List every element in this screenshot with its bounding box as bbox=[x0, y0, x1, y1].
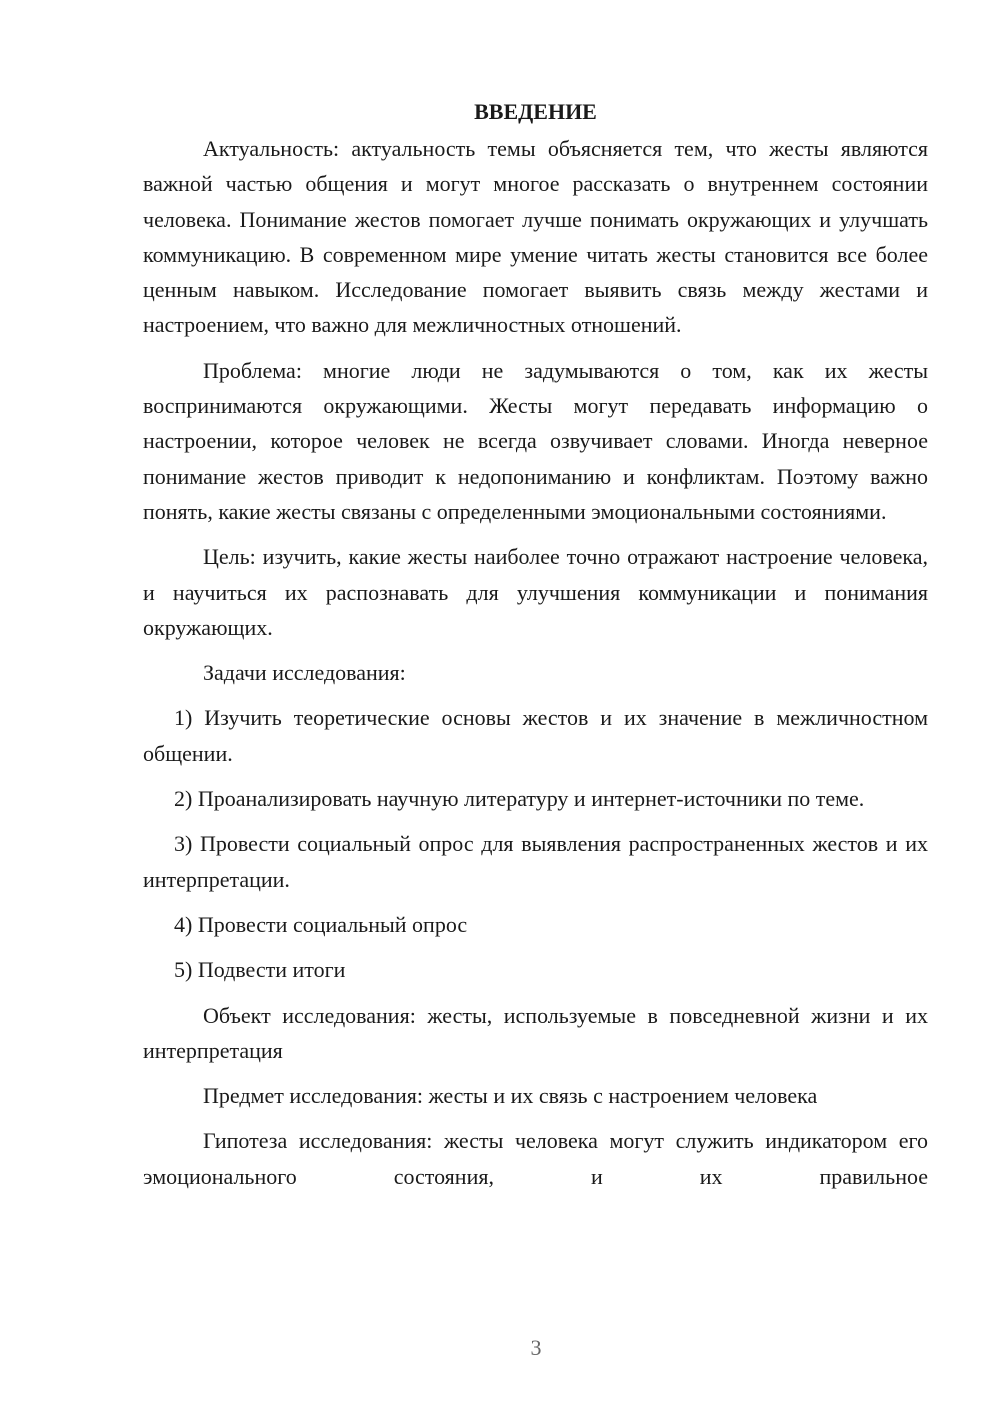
paragraph-subject: Предмет исследования: жесты и их связь с настроением человека bbox=[203, 1083, 818, 1109]
paragraph-problem: Проблема: многие люди не задумываются о том, как их жесты воспринимаются окружающими. Жесты могут передавать информацию о настроении, которое человек не всегда озвучивает словами. Иногда неверное понимание жестов приводит к недопониманию и конфликтам. Поэтому важно понять, какие жесты связаны с определенными эмоциональными состояниями. bbox=[143, 357, 928, 524]
tasks-heading: Задачи исследования: bbox=[203, 660, 406, 686]
task-item-2: 2) Проанализировать научную литературу и интернет-источники по теме. bbox=[174, 786, 865, 812]
paragraph-object: Объект исследования: жесты, используемые в повседневной жизни и их интерпретация bbox=[143, 1002, 928, 1063]
section-title: ВВЕДЕНИЕ bbox=[474, 99, 597, 124]
paragraph-relevance: Актуальность: актуальность темы объясняется тем, что жесты являются важной частью общения и могут многое рассказать о внутреннем состоянии человека. Понимание жестов помогает лучше понимать окружающих и улучшать коммуникацию. В современном мире умение читать жесты становится все более ценным навыком. Исследование помогает выявить связь между жестами и настроением, что важно для межличностных отношений. bbox=[143, 136, 928, 338]
paragraph-hypothesis: Гипотеза исследования: жесты человека могут служить индикатором его эмоционального состояния, и их правильное bbox=[143, 1128, 928, 1189]
page-content bbox=[143, 94, 928, 1194]
task-item-3: 3) Провести социальный опрос для выявления распространенных жестов и их интерпретации. bbox=[143, 831, 928, 892]
page-number: 3 bbox=[530, 1335, 542, 1360]
task-item-5: 5) Подвести итоги bbox=[174, 957, 346, 983]
task-item-4: 4) Провести социальный опрос bbox=[174, 911, 468, 937]
paragraph-goal: Цель: изучить, какие жесты наиболее точно отражают настроение человека, и научиться их распознавать для улучшения коммуникации и понимания окружающих. bbox=[143, 544, 928, 640]
task-item-1: 1) Изучить теоретические основы жестов и их значение в межличностном общении. bbox=[143, 705, 928, 766]
